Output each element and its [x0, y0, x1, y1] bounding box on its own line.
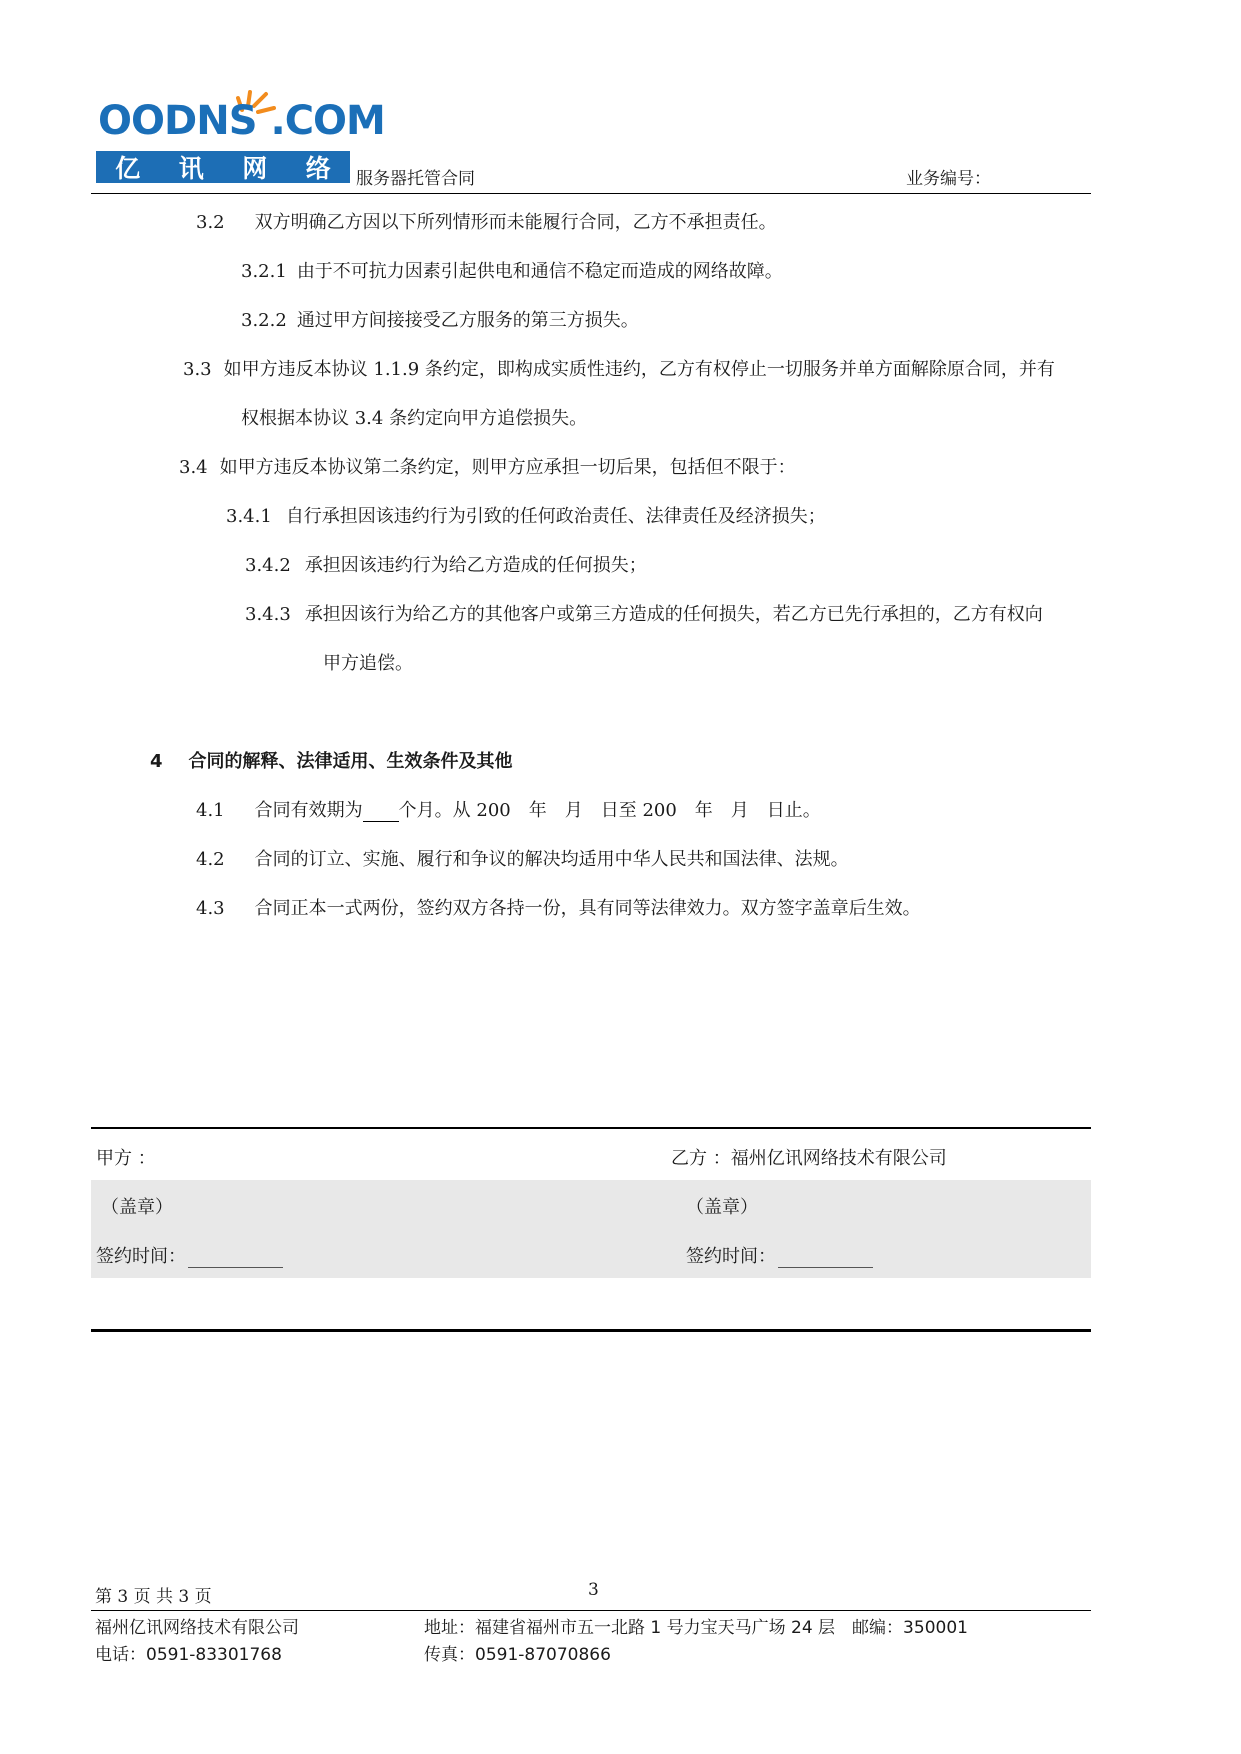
clause-3-2: 3.2 双方明确乙方因以下所列情形而未能履行合同，乙方不承担责任。	[196, 212, 777, 233]
logo-wordmark: OODNS .COM	[98, 98, 385, 144]
page-number: 3	[588, 1580, 599, 1600]
clause-3-4-1: 3.4.1 自行承担因该违约行为引致的任何政治责任、法律责任及经济损失；	[226, 506, 826, 527]
party-a-seal: （盖章）	[101, 1197, 173, 1218]
party-b-seal: （盖章）	[686, 1197, 758, 1218]
clause-4-1: 4.1 合同有效期为 个月。从 200 年 月 日至 200 年 月 日止。	[196, 800, 821, 821]
footer-company: 福州亿讯网络技术有限公司	[95, 1618, 299, 1638]
term-months-blank[interactable]	[363, 803, 399, 822]
clause-3-4-3-continued: 甲方追偿。	[323, 653, 413, 674]
clause-3-4: 3.4 如甲方违反本协议第二条约定，则甲方应承担一切后果，包括但不限于：	[179, 457, 796, 478]
clause-3-3: 3.3 如甲方违反本协议 1.1.9 条约定，即构成实质性违约，乙方有权停止一切服务并单方面解除原合同，并有	[183, 359, 1055, 380]
header-rule	[91, 193, 1091, 194]
business-number-label: 业务编号：	[906, 169, 991, 189]
party-b-sign-time-field[interactable]	[778, 1249, 873, 1268]
party-a-sign-time: 签约时间：	[96, 1242, 283, 1268]
section-4-heading: 4 合同的解释、法律适用、生效条件及其他	[150, 751, 513, 772]
party-a-label: 甲方 ：	[96, 1148, 156, 1169]
clause-4-3: 4.3 合同正本一式两份，签约双方各持一份，具有同等法律效力。双方签字盖章后生效。	[196, 898, 921, 919]
document-title: 服务器托管合同	[356, 169, 475, 189]
footer-address: 地址：福建省福州市五一北路 1 号力宝天马广场 24 层 邮编：350001	[424, 1618, 968, 1638]
footer-phone: 电话：0591-83301768	[95, 1645, 282, 1665]
clause-3-2-2: 3.2.2 通过甲方间接接受乙方服务的第三方损失。	[241, 310, 639, 331]
clause-3-4-2: 3.4.2 承担因该违约行为给乙方造成的任何损失；	[245, 555, 647, 576]
clause-3-4-3: 3.4.3 承担因该行为给乙方的其他客户或第三方造成的任何损失，若乙方已先行承担的，乙方有权向	[245, 604, 1043, 625]
signature-top-rule	[91, 1127, 1091, 1129]
party-a-sign-time-field[interactable]	[188, 1249, 283, 1268]
logo-chinese-band: 亿 讯 网 络	[96, 151, 350, 183]
signature-bottom-rule	[91, 1329, 1091, 1332]
party-b-label: 乙方 ：福州亿讯网络技术有限公司	[671, 1148, 947, 1169]
page-info: 第 3 页 共 3 页	[95, 1587, 212, 1607]
footer-rule	[91, 1610, 1091, 1611]
footer-fax: 传真：0591-87070866	[424, 1645, 611, 1665]
clause-3-2-1: 3.2.1 由于不可抗力因素引起供电和通信不稳定而造成的网络故障。	[241, 261, 783, 282]
clause-3-3-continued: 权根据本协议 3.4 条约定向甲方追偿损失。	[241, 408, 588, 429]
clause-4-2: 4.2 合同的订立、实施、履行和争议的解决均适用中华人民共和国法律、法规。	[196, 849, 849, 870]
party-b-sign-time: 签约时间：	[686, 1242, 873, 1268]
